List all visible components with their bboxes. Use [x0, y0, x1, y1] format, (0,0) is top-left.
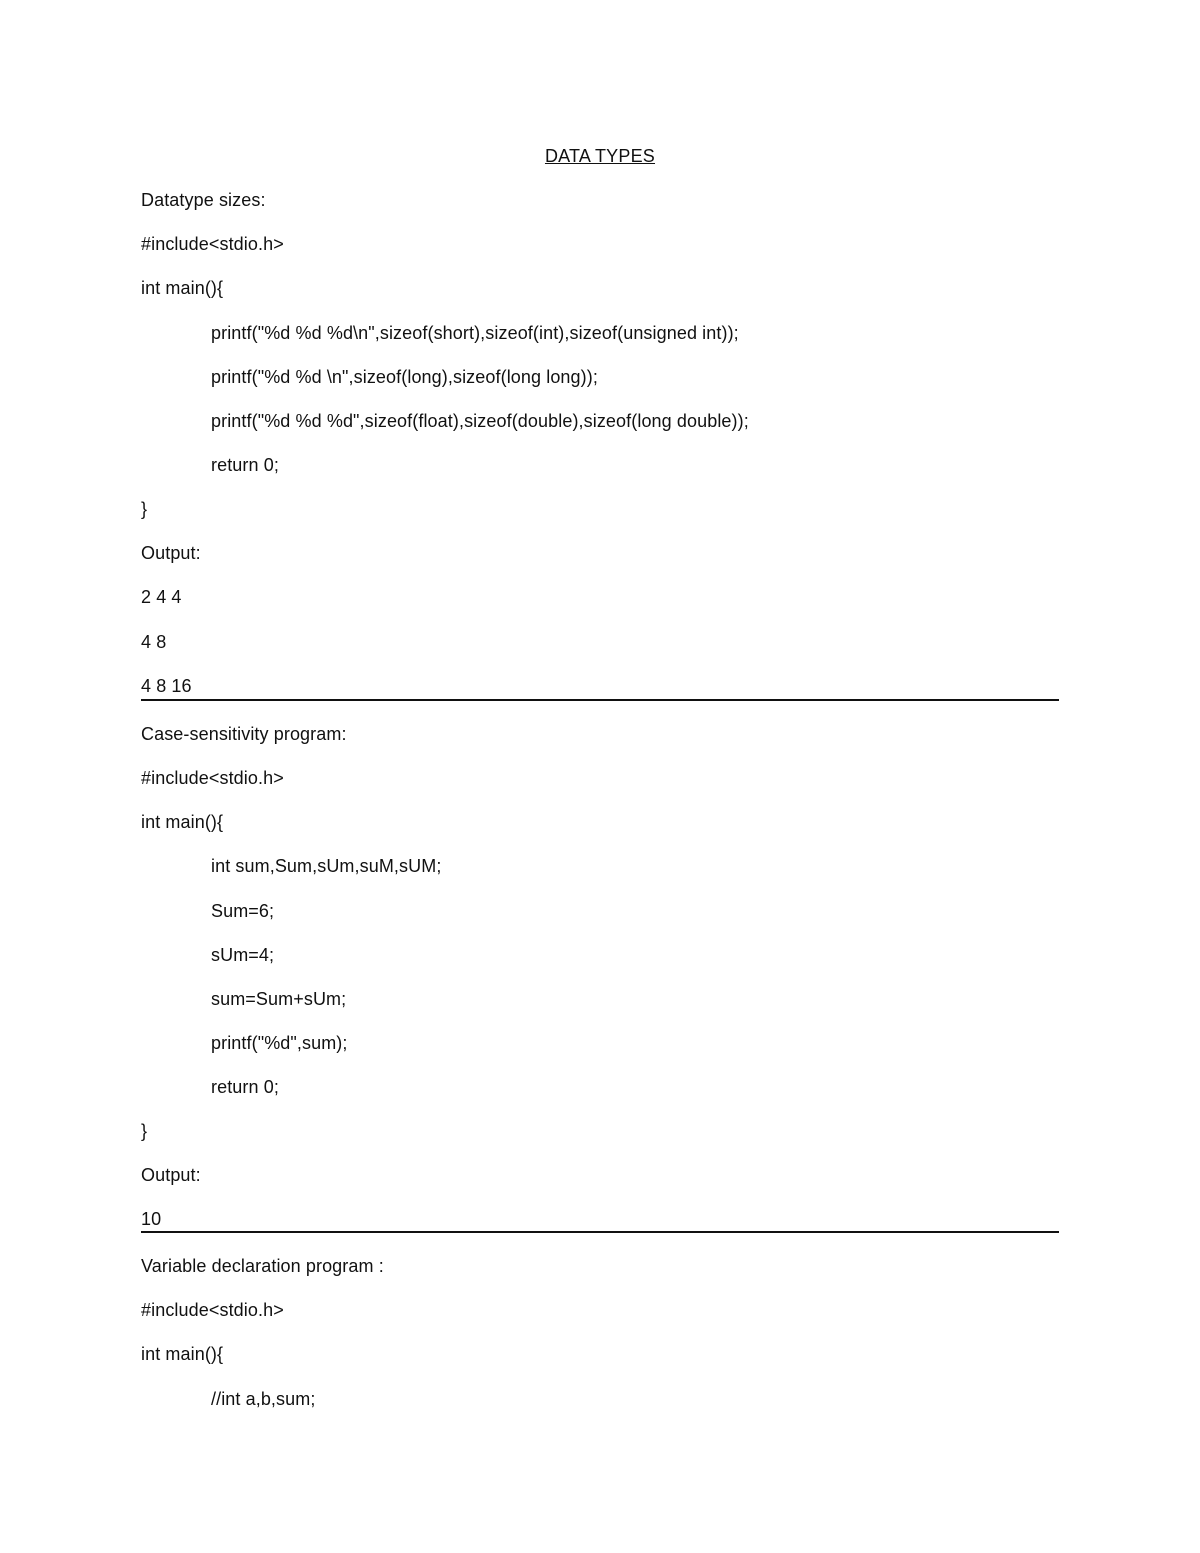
output-line: 2 4 4 [141, 587, 182, 607]
output-line: 10 [141, 1209, 162, 1229]
section-heading-datatype-sizes: Datatype sizes: [141, 190, 266, 210]
code-line: return 0; [211, 455, 279, 475]
section-heading-case-sensitivity: Case-sensitivity program: [141, 724, 347, 744]
code-line: return 0; [211, 1077, 279, 1097]
code-line: } [141, 499, 148, 519]
code-line: int main(){ [141, 278, 224, 298]
output-line: 4 8 16 [141, 676, 192, 696]
output-line: 4 8 [141, 632, 167, 652]
code-line: printf("%d %d \n",sizeof(long),sizeof(long long)); [211, 367, 598, 387]
code-line: } [141, 1121, 148, 1141]
code-line: printf("%d %d %d\n",sizeof(short),sizeof(int),sizeof(unsigned int)); [211, 323, 739, 343]
section-heading-variable-declaration: Variable declaration program : [141, 1256, 384, 1276]
page-title: DATA TYPES [544, 146, 656, 166]
code-line: sUm=4; [211, 945, 275, 965]
code-line: printf("%d",sum); [211, 1033, 348, 1053]
code-line: Sum=6; [211, 901, 275, 921]
code-line: sum=Sum+sUm; [211, 989, 347, 1009]
section-divider [141, 1231, 1059, 1233]
code-line: #include<stdio.h> [141, 1300, 284, 1320]
section-divider [141, 699, 1059, 701]
code-line: int main(){ [141, 812, 224, 832]
code-line: #include<stdio.h> [141, 234, 284, 254]
code-line: int main(){ [141, 1344, 224, 1364]
output-label: Output: [141, 1165, 201, 1185]
code-line: printf("%d %d %d",sizeof(float),sizeof(double),sizeof(long double)); [211, 411, 749, 431]
output-label: Output: [141, 543, 201, 563]
code-line: #include<stdio.h> [141, 768, 284, 788]
code-line: int sum,Sum,sUm,suM,sUM; [211, 856, 442, 876]
code-line: //int a,b,sum; [211, 1389, 316, 1409]
